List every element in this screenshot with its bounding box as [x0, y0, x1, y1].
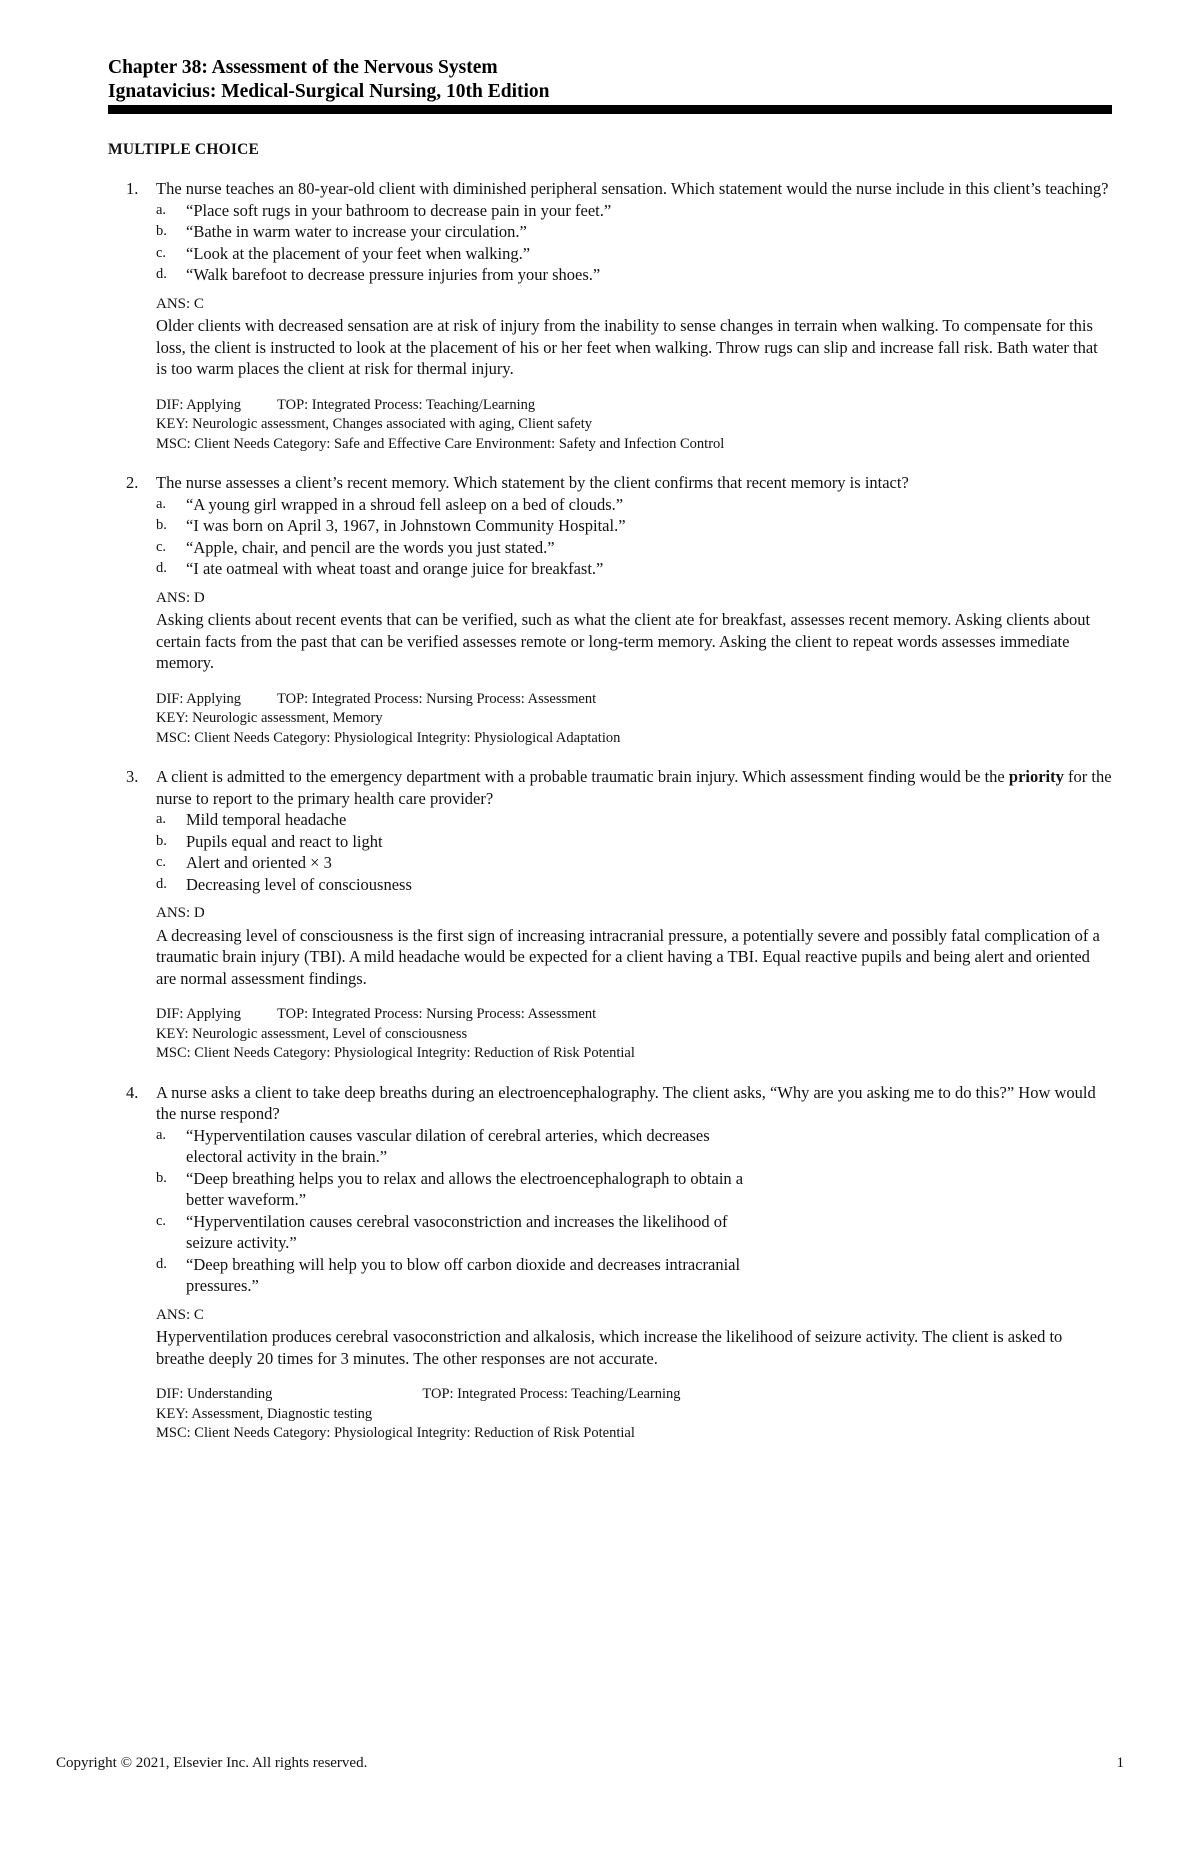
option-letter: c. [156, 538, 167, 555]
topic: TOP: Integrated Process: Teaching/Learning [422, 1386, 681, 1402]
question-metadata [156, 690, 1112, 749]
msc-category: MSC: Client Needs Category: Physiological Integrity: Reduction of Risk Potential [156, 1425, 635, 1441]
option-a [156, 809, 1112, 831]
option-letter: c. [156, 854, 167, 870]
rationale: Older clients with decreased sensation are at risk of injury from the inability to sense changes in terrain when walking. To compensate for this loss, the client is instructed to look at the placement of his or her feet when walking. Throw rugs can slip and increase fall risk. Bath water that is too warm places the client at risk for thermal injury. [156, 316, 1098, 378]
keywords: KEY: Neurologic assessment, Memory [156, 710, 383, 726]
page-footer [56, 1755, 1124, 1772]
option-a [156, 1125, 746, 1168]
option-letter: b. [156, 517, 167, 533]
answer-key: ANS: C [156, 1306, 204, 1323]
question-number: 1. [126, 179, 139, 198]
option-text: Decreasing level of consciousness [186, 874, 412, 894]
option-b [156, 831, 1112, 853]
option-b [156, 221, 1112, 243]
option-d [156, 874, 1112, 896]
option-b [156, 515, 1112, 537]
difficulty: DIF: Applying [156, 396, 241, 413]
option-text: “I ate oatmeal with wheat toast and orange juice for breakfast.” [186, 559, 604, 578]
option-text: “Place soft rugs in your bathroom to decrease pain in your feet.” [186, 200, 612, 220]
option-letter: d. [156, 266, 167, 282]
option-text: Mild temporal headache [186, 810, 347, 829]
topic: TOP: Integrated Process: Teaching/Learning [277, 396, 536, 413]
keywords: KEY: Neurologic assessment, Level of consciousness [156, 1025, 468, 1042]
question-list [108, 178, 1112, 1462]
answer-key: ANS: D [156, 589, 205, 606]
chapter-title: Chapter 38: Assessment of the Nervous System [108, 57, 498, 78]
option-letter: a. [156, 811, 167, 827]
option-text: “Apple, chair, and pencil are the words you just stated.” [186, 537, 555, 557]
option-letter: a. [156, 201, 167, 218]
option-text: “Deep breathing helps you to relax and allows the electroencephalograph to obtain a better waveform.” [186, 1168, 744, 1209]
option-text: “Hyperventilation causes cerebral vasoconstriction and increases the likelihood of seizure activity.” [186, 1211, 728, 1252]
question-metadata [156, 396, 1112, 455]
rationale: Asking clients about recent events that can be verified, such as what the client ate for breakfast, assesses recent memory. Asking clients about certain facts from the past that can be verified assesses remote or long-term memory. Asking the client to repeat words assesses immediate memory. [156, 610, 1091, 672]
answer-block [156, 294, 1112, 380]
question-metadata [156, 1005, 1112, 1064]
book-title: Ignatavicius: Medical-Surgical Nursing, 10th Edition [108, 81, 550, 102]
answer-block [156, 1305, 1112, 1370]
option-a [156, 494, 1112, 516]
option-text: Pupils equal and react to light [186, 831, 383, 851]
question-stem: A nurse asks a client to take deep breaths during an electroencephalography. The client asks, “Why are you asking me to do this?” How would the nurse respond? [156, 1082, 1096, 1123]
page-number: 1 [1116, 1755, 1124, 1771]
difficulty: DIF: Applying [156, 690, 241, 707]
section-title: MULTIPLE CHOICE [108, 141, 259, 158]
option-text: “A young girl wrapped in a shroud fell asleep on a bed of clouds.” [186, 494, 624, 514]
copyright-notice: Copyright © 2021, Elsevier Inc. All rights reserved. [56, 1755, 368, 1771]
option-text: Alert and oriented × 3 [186, 853, 332, 872]
answer-key: ANS: C [156, 295, 204, 312]
question-number: 3. [126, 767, 139, 786]
option-c [156, 1211, 746, 1254]
question-number: 4. [126, 1082, 139, 1102]
keywords: KEY: Neurologic assessment, Changes associated with aging, Client safety [156, 416, 592, 432]
option-letter: c. [156, 244, 167, 261]
question-stem: The nurse teaches an 80-year-old client with diminished peripheral sensation. Which statement would the nurse include in this client’s teaching? [156, 179, 1109, 198]
option-text: “I was born on April 3, 1967, in Johnstown Community Hospital.” [186, 516, 626, 535]
answer-block [156, 903, 1112, 989]
topic: TOP: Integrated Process: Nursing Process: Assessment [277, 1006, 597, 1022]
question-number: 2. [126, 473, 139, 492]
question-3 [108, 766, 1112, 1064]
stem-text-end: for the nurse to report to the primary health care provider? [156, 767, 1112, 808]
option-d [156, 1254, 746, 1297]
option-letter: d. [156, 875, 167, 892]
keywords: KEY: Assessment, Diagnostic testing [156, 1405, 373, 1422]
question-1 [108, 178, 1112, 454]
question-metadata [156, 1385, 1112, 1444]
option-letter: a. [156, 495, 167, 512]
difficulty: DIF: Understanding [156, 1386, 273, 1402]
stem-text-start: A client is admitted to the emergency department with a probable traumatic brain injury. Which assessment finding would be the [156, 767, 1009, 786]
option-a [156, 200, 1112, 222]
rationale: Hyperventilation produces cerebral vasoconstriction and alkalosis, which increase the likelihood of seizure activity. The client is asked to breathe deeply 20 times for 3 minutes. The other responses are not accurate. [156, 1327, 1063, 1368]
option-d [156, 558, 1112, 580]
answer-key: ANS: D [156, 905, 205, 921]
option-text: “Deep breathing will help you to blow off carbon dioxide and decreases intracranial pressures.” [186, 1254, 741, 1295]
question-4 [108, 1082, 1112, 1444]
option-c [156, 537, 1112, 559]
option-c [156, 243, 1112, 265]
question-stem [156, 766, 1112, 809]
header-rule [108, 105, 1112, 114]
option-letter: b. [156, 1169, 167, 1186]
question-2 [108, 472, 1112, 748]
option-letter: d. [156, 560, 167, 576]
msc-category: MSC: Client Needs Category: Physiological Integrity: Reduction of Risk Potential [156, 1045, 635, 1061]
msc-category: MSC: Client Needs Category: Physiological Integrity: Physiological Adaptation [156, 729, 621, 746]
option-text: “Walk barefoot to decrease pressure injuries from your shoes.” [186, 265, 601, 284]
document-header [108, 56, 1112, 114]
emphasis-priority: priority [1008, 767, 1064, 786]
option-letter: b. [156, 832, 167, 849]
option-text: “Hyperventilation causes vascular dilation of cerebral arteries, which decreases electoral activity in the brain.” [186, 1125, 710, 1166]
option-text: “Bathe in warm water to increase your circulation.” [186, 222, 527, 241]
difficulty: DIF: Applying [156, 1006, 241, 1022]
answer-block [156, 588, 1112, 674]
option-c [156, 852, 1112, 874]
rationale: A decreasing level of consciousness is the first sign of increasing intracranial pressure, a potentially severe and possibly fatal complication of a traumatic brain injury (TBI). A mild headache would be expected for a client having a TBI. Equal reactive pupils and being alert and oriented are normal assessment findings. [156, 925, 1100, 988]
question-stem: The nurse assesses a client’s recent memory. Which statement by the client confirms that recent memory is intact? [156, 473, 909, 492]
option-letter: d. [156, 1255, 167, 1272]
option-d [156, 264, 1112, 286]
option-b [156, 1168, 746, 1211]
option-letter: c. [156, 1212, 167, 1229]
option-text: “Look at the placement of your feet when walking.” [186, 243, 531, 263]
msc-category: MSC: Client Needs Category: Safe and Effective Care Environment: Safety and Infection Control [156, 435, 725, 452]
option-letter: b. [156, 223, 167, 239]
topic: TOP: Integrated Process: Nursing Process: Assessment [277, 690, 597, 707]
option-letter: a. [156, 1126, 167, 1143]
